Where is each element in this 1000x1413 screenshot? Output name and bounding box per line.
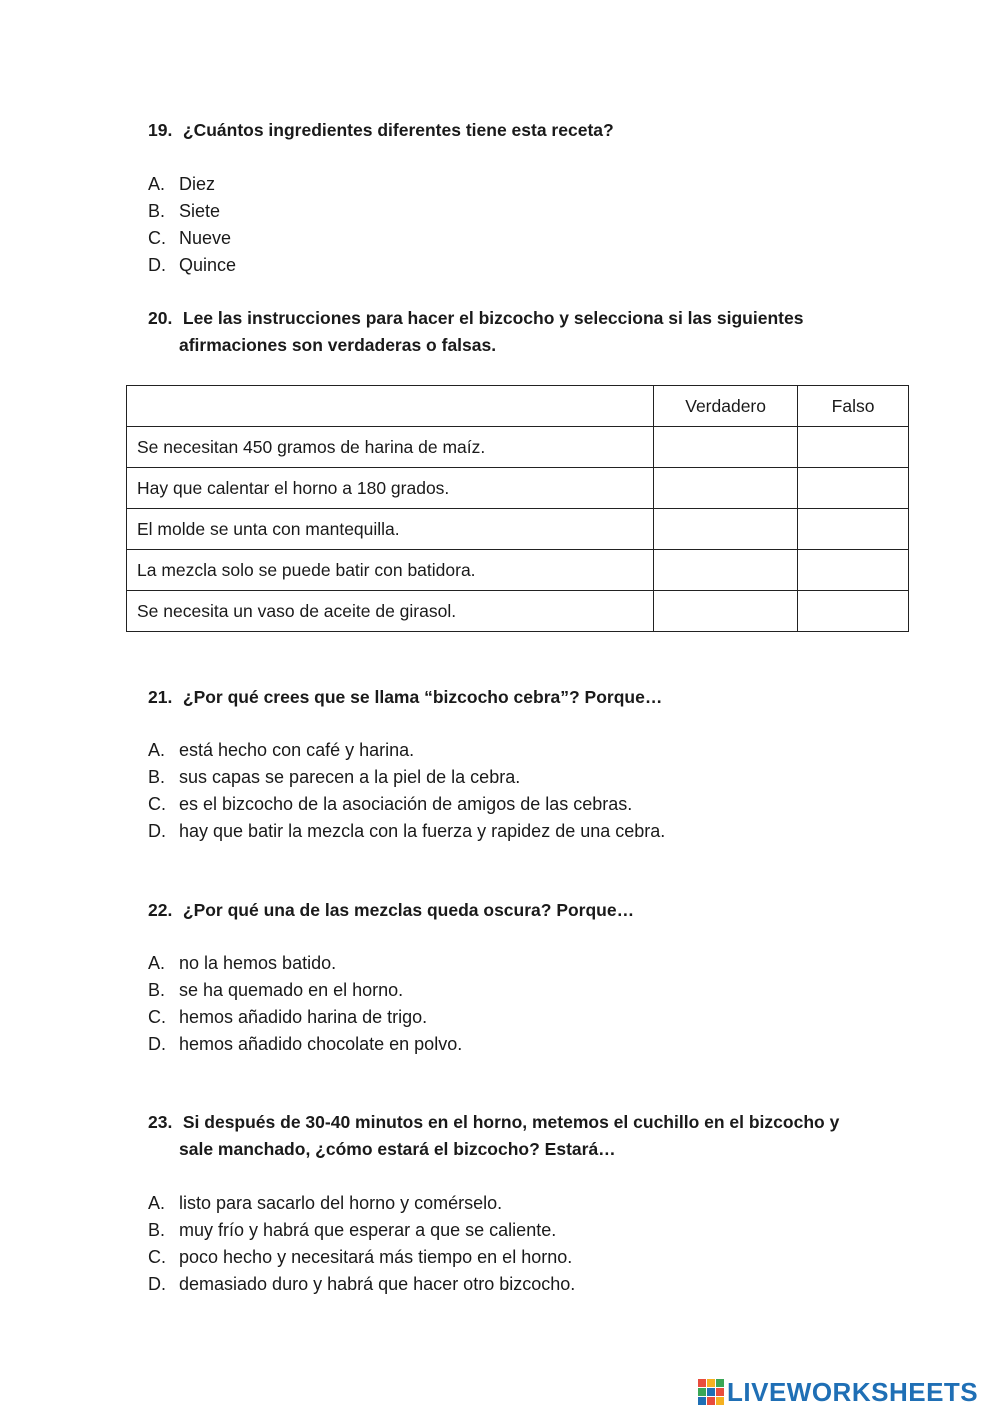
false-answer-box[interactable] (798, 591, 909, 632)
logo-mark-icon (698, 1379, 724, 1405)
true-false-table (126, 385, 909, 632)
true-answer-box[interactable] (654, 591, 798, 632)
table-row (127, 427, 909, 468)
option-d[interactable]: D. Quince (148, 255, 237, 275)
option-b[interactable]: B. Siete (148, 201, 221, 221)
false-answer-box[interactable] (798, 550, 909, 591)
question-19-title (148, 117, 614, 144)
question-text: ¿Por qué crees que se llama “bizcocho cebra”? Porque… (182, 687, 663, 707)
false-answer-box[interactable] (798, 509, 909, 550)
question-22-title (148, 897, 634, 924)
question-text-line2: afirmaciones son verdaderas o falsas. (179, 335, 497, 355)
question-21-options (148, 737, 665, 845)
option-d[interactable]: D. demasiado duro y habrá que hacer otro bizcocho. (148, 1274, 576, 1294)
true-answer-box[interactable] (654, 550, 798, 591)
option-b[interactable]: B. muy frío y habrá que esperar a que se caliente. (148, 1220, 557, 1240)
question-23-options (148, 1190, 575, 1298)
question-23-title (148, 1109, 839, 1163)
question-text-line1: Lee las instrucciones para hacer el bizcocho y selecciona si las siguientes (182, 308, 804, 328)
option-a[interactable]: A. Diez (148, 174, 216, 194)
statement-cell: El molde se unta con mantequilla. (127, 509, 654, 550)
option-b[interactable]: B. se ha quemado en el horno. (148, 980, 404, 1000)
statement-cell: Se necesita un vaso de aceite de girasol. (127, 591, 654, 632)
question-number: 19. (148, 120, 173, 140)
question-text: ¿Por qué una de las mezclas queda oscura? Porque… (182, 900, 635, 920)
logo-text: LIVEWORKSHEETS (727, 1377, 979, 1407)
table-row (127, 550, 909, 591)
true-answer-box[interactable] (654, 427, 798, 468)
option-d[interactable]: D. hay que batir la mezcla con la fuerza y rapidez de una cebra. (148, 821, 666, 841)
question-22-options (148, 950, 462, 1058)
table-row (127, 591, 909, 632)
option-a[interactable]: A. está hecho con café y harina. (148, 740, 415, 760)
question-text: ¿Cuántos ingredientes diferentes tiene esta receta? (182, 120, 614, 140)
question-text-line1: Si después de 30-40 minutos en el horno, metemos el cuchillo en el bizcocho y (182, 1112, 840, 1132)
true-answer-box[interactable] (654, 509, 798, 550)
option-b[interactable]: B. sus capas se parecen a la piel de la cebra. (148, 767, 521, 787)
table-row (127, 509, 909, 550)
question-number: 20. (148, 308, 173, 328)
option-c[interactable]: C. Nueve (148, 228, 232, 248)
table-header-blank (127, 386, 654, 427)
table-header-row (127, 386, 909, 427)
question-20-title (148, 305, 803, 359)
question-19-options (148, 171, 236, 279)
option-c[interactable]: C. hemos añadido harina de trigo. (148, 1007, 428, 1027)
false-answer-box[interactable] (798, 427, 909, 468)
statement-cell: Hay que calentar el horno a 180 grados. (127, 468, 654, 509)
option-d[interactable]: D. hemos añadido chocolate en polvo. (148, 1034, 463, 1054)
table-row (127, 468, 909, 509)
question-number: 22. (148, 900, 173, 920)
option-c[interactable]: C. es el bizcocho de la asociación de amigos de las cebras. (148, 794, 633, 814)
true-answer-box[interactable] (654, 468, 798, 509)
question-text-line2: sale manchado, ¿cómo estará el bizcocho? Estará… (179, 1139, 616, 1159)
column-header-false: Falso (798, 386, 909, 427)
option-a[interactable]: A. no la hemos batido. (148, 953, 337, 973)
question-number: 23. (148, 1112, 173, 1132)
option-a[interactable]: A. listo para sacarlo del horno y comérselo. (148, 1193, 503, 1213)
statement-cell: Se necesitan 450 gramos de harina de maíz. (127, 427, 654, 468)
option-c[interactable]: C. poco hecho y necesitará más tiempo en el horno. (148, 1247, 573, 1267)
question-number: 21. (148, 687, 173, 707)
liveworksheets-logo (698, 1378, 978, 1406)
statement-cell: La mezcla solo se puede batir con batidora. (127, 550, 654, 591)
column-header-true: Verdadero (654, 386, 798, 427)
false-answer-box[interactable] (798, 468, 909, 509)
question-21-title (148, 684, 662, 711)
